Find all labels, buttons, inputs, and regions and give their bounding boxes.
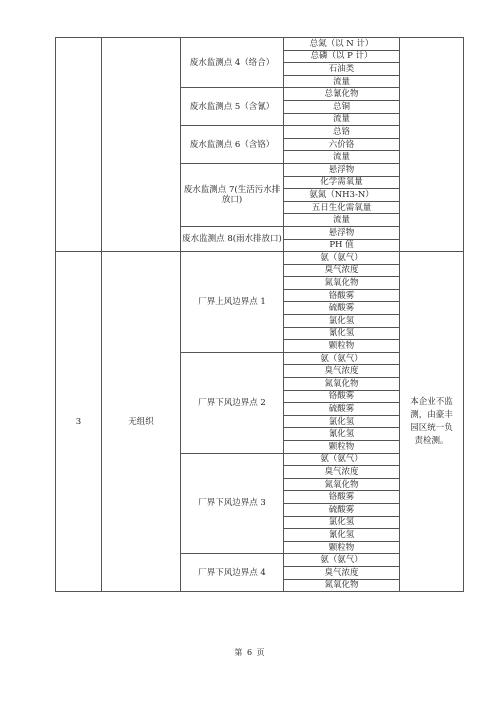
- page-number: 第 6 页: [234, 648, 266, 657]
- monitoring-item: 总磷（以 P 计）: [284, 50, 400, 63]
- monitoring-item: 颗粒物: [284, 441, 400, 454]
- monitoring-item: 氰化氢: [284, 428, 400, 441]
- monitoring-item: 氯化氢: [284, 415, 400, 428]
- monitoring-point: 废水监测点 5（含氰）: [181, 88, 284, 126]
- remark-cell: [400, 38, 464, 252]
- section-number: 3: [56, 252, 102, 592]
- monitoring-item: 总铜: [284, 100, 400, 113]
- monitoring-item: 氮氧化物: [284, 579, 400, 592]
- monitoring-item: PH 值: [284, 239, 400, 252]
- remark-note: 本企业不监测，由豪丰园区统一负责检测。: [400, 252, 464, 592]
- monitoring-item: 总氮（以 N 计）: [284, 38, 400, 51]
- section-type-cell: [102, 38, 181, 252]
- monitoring-item: 氮氧化物: [284, 378, 400, 391]
- table-row: [56, 38, 464, 51]
- monitoring-item: 铬酸雾: [284, 491, 400, 504]
- monitoring-item: 五日生化需氧量: [284, 201, 400, 214]
- monitoring-item: 流量: [284, 75, 400, 88]
- monitoring-item: 氰化氢: [284, 529, 400, 542]
- monitoring-item: 铬酸雾: [284, 390, 400, 403]
- section-number-cell: [56, 38, 102, 252]
- monitoring-item: 氯化氢: [284, 516, 400, 529]
- monitoring-item: 悬浮物: [284, 163, 400, 176]
- monitoring-table: [55, 37, 464, 592]
- monitoring-item: 氨氮（NH3-N）: [284, 189, 400, 202]
- monitoring-item: 硫酸雾: [284, 403, 400, 416]
- monitoring-item: 颗粒物: [284, 340, 400, 353]
- monitoring-item: 总铬: [284, 126, 400, 139]
- monitoring-item: 颗粒物: [284, 541, 400, 554]
- monitoring-item: 六价铬: [284, 138, 400, 151]
- monitoring-item: 臭气浓度: [284, 365, 400, 378]
- monitoring-item: 氮氧化物: [284, 478, 400, 491]
- monitoring-item: 流量: [284, 151, 400, 164]
- monitoring-item: 氯化氢: [284, 315, 400, 328]
- monitoring-point: 废水监测点 6（含铬）: [181, 126, 284, 164]
- monitoring-item: 臭气浓度: [284, 264, 400, 277]
- monitoring-item: 化学需氧量: [284, 176, 400, 189]
- monitoring-item: 氨（氨气）: [284, 352, 400, 365]
- monitoring-item: 氮氧化物: [284, 277, 400, 290]
- monitoring-point: 厂界下风边界点 4: [181, 554, 284, 592]
- table-row: [56, 252, 464, 265]
- monitoring-table-body: [56, 38, 464, 592]
- monitoring-item: 氨（氨气）: [284, 453, 400, 466]
- monitoring-item: 硫酸雾: [284, 302, 400, 315]
- monitoring-point: 厂界上风边界点 1: [181, 252, 284, 353]
- monitoring-item: 悬浮物: [284, 226, 400, 239]
- monitoring-item: 氰化氢: [284, 327, 400, 340]
- monitoring-point: 废水监测点 4（络合）: [181, 38, 284, 88]
- monitoring-item: 总氰化物: [284, 88, 400, 101]
- monitoring-item: 硫酸雾: [284, 503, 400, 516]
- monitoring-point: 废水监测点 8(雨水排放口): [181, 226, 284, 251]
- monitoring-item: 氨（氨气）: [284, 554, 400, 567]
- monitoring-item: 臭气浓度: [284, 566, 400, 579]
- section-type: 无组织: [102, 252, 181, 592]
- monitoring-item: 铬酸雾: [284, 289, 400, 302]
- monitoring-point: 厂界下风边界点 3: [181, 453, 284, 554]
- monitoring-item: 臭气浓度: [284, 466, 400, 479]
- monitoring-item: 氨（氨气）: [284, 252, 400, 265]
- monitoring-point: 废水监测点 7(生活污水排放口): [181, 163, 284, 226]
- monitoring-item: 石油类: [284, 63, 400, 76]
- monitoring-point: 厂界下风边界点 2: [181, 352, 284, 453]
- monitoring-item: 流量: [284, 214, 400, 227]
- monitoring-item: 流量: [284, 113, 400, 126]
